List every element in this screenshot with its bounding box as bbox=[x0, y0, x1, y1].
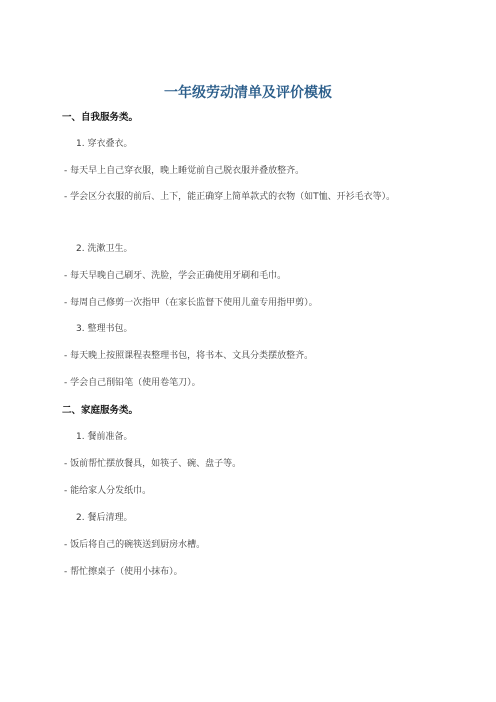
list-detail: - 能给家人分发纸巾。 bbox=[64, 486, 152, 496]
list-item-schoolbag: 3. 整理书包。 bbox=[76, 324, 133, 334]
list-item-meal-cleanup: 2. 餐后清理。 bbox=[76, 513, 133, 523]
list-item-dressing: 1. 穿衣叠衣。 bbox=[76, 139, 133, 149]
list-detail: - 饭前帮忙摆放餐具，如筷子、碗、盘子等。 bbox=[64, 459, 242, 469]
list-detail: - 每天晚上按照课程表整理书包，将书本、文具分类摆放整齐。 bbox=[64, 351, 314, 361]
list-detail: - 每天早晚自己刷牙、洗脸，学会正确使用牙刷和毛巾。 bbox=[64, 271, 287, 281]
section-heading-family-service: 二、家庭服务类。 bbox=[62, 405, 139, 416]
section-heading-self-service: 一、自我服务类。 bbox=[62, 112, 139, 123]
list-detail: - 每周自己修剪一次指甲（在家长监督下使用儿童专用指甲剪）。 bbox=[64, 298, 318, 308]
list-item-hygiene: 2. 洗漱卫生。 bbox=[76, 244, 133, 254]
list-detail: - 饭后将自己的碗筷送到厨房水槽。 bbox=[64, 540, 206, 550]
document-title: 一年级劳动清单及评价模板 bbox=[164, 85, 332, 101]
list-detail: - 每天早上自己穿衣服，晚上睡觉前自己脱衣服并叠放整齐。 bbox=[64, 166, 305, 176]
list-detail: - 学会区分衣服的前后、上下，能正确穿上简单款式的衣物（如T恤、开衫毛衣等）。 bbox=[64, 192, 396, 202]
list-detail: - 学会自己削铅笔（使用卷笔刀）。 bbox=[64, 378, 201, 388]
list-item-meal-prep: 1. 餐前准备。 bbox=[76, 432, 133, 442]
list-detail: - 帮忙擦桌子（使用小抹布）。 bbox=[64, 567, 183, 577]
